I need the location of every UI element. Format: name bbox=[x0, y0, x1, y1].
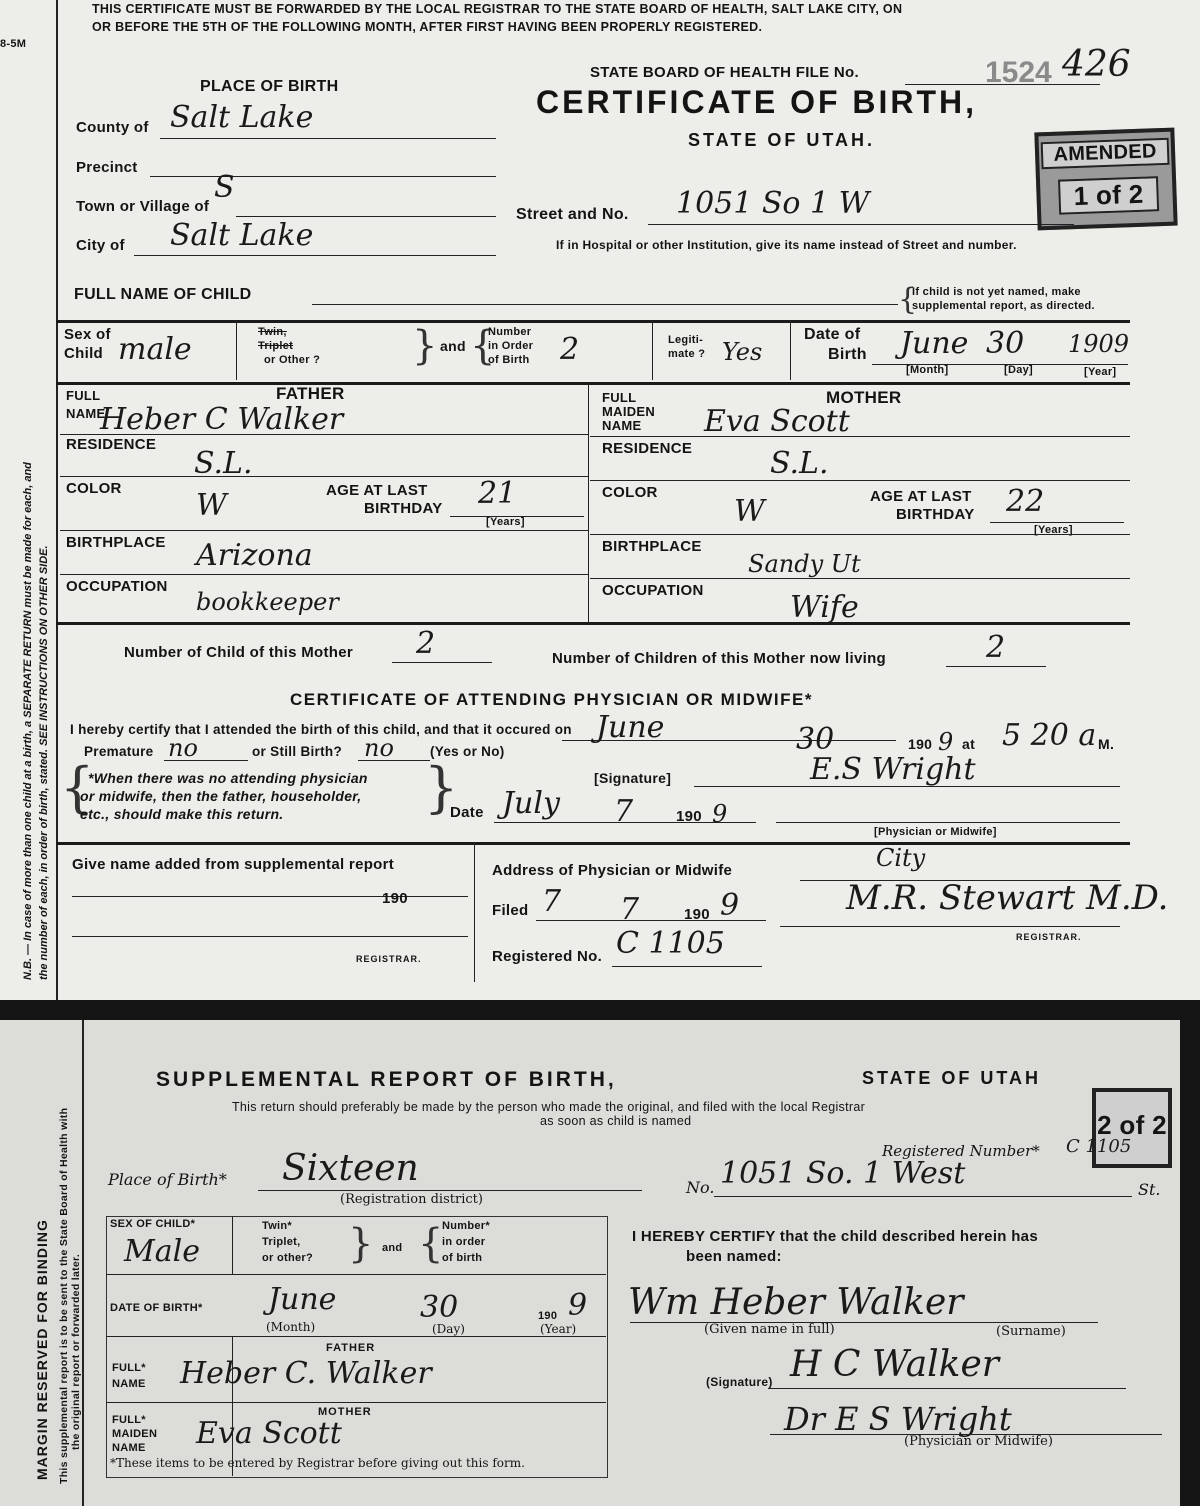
give-name-label: Give name added from supplemental report bbox=[72, 856, 395, 873]
supp-street-suffix: St. bbox=[1138, 1180, 1161, 1199]
legitimate-label-2: mate ? bbox=[668, 348, 706, 360]
physician-heading: CERTIFICATE OF ATTENDING PHYSICIAN OR MIDWIFE* bbox=[290, 690, 813, 709]
order-label-3: of Birth bbox=[488, 354, 530, 366]
supp-signature-label: (Signature) bbox=[706, 1375, 773, 1389]
county-value: Salt Lake bbox=[170, 100, 314, 135]
father-occupation-value: bookkeeper bbox=[196, 588, 339, 616]
supp-signature-value: H C Walker bbox=[790, 1344, 1000, 1385]
birth-certificate: 8-5M N.B. — In case of more than one child at a birth, a SEPARATE RETURN must be made for each, and the number of each, in order of birth, stated. SEE INSTRUCTIONS ON OTHER SIDE. THIS CERTIFICATE MUST BE FORWARDED BY THE LOCAL REGISTRAR TO THE STATE BOARD OF HEALTH, SALT LAKE CITY, ON OR BEFORE THE 5TH OF THE FOLLOWING MONTH, AFTER FIRST HAVING BEEN PROPERLY REGISTERED. STATE BOARD OF HEALTH FILE No. 1524 426 CERTIFICATE OF BIRTH, STATE OF UTAH. AMENDED 1 of 2 PLACE OF BIRTH County of Salt Lake Precinct Town or Village of S City of Salt Lake Street and No. 1051 So 1 W If in Hospital or other Institution, give its name instead of Street and number. FULL NAME OF CHILD { If child is not yet named, make supplemental report, as directed. Sex of Child male Twin, Triplet or Other ? } and { Number in Order of Birth 2 Legiti- mate ? Yes Date of Birth June 30 1909 [Month] [Day] [Year] FULL NAME FATHER Heber C Walker RESIDENCE S.L. COLOR W AGE AT LAST BIRTHDAY 21 [Years] BIRTHPLACE Arizona OCCUPATION bookkeeper FULL MAIDEN NAME MOTHER Eva Scott RESIDENCE S.L. COLOR W AGE AT LAST BIRTHDAY 22 [Years] BIRTHPLACE Sandy Ut OCCUPATION Wife Number of Child of this Mother 2 Number of Children of this Mother now living 2 CERTIFICATE OF ATTENDING PHYSICIAN OR MIDWIFE* I hereby certify that I attended the birth of this child, and that it occured on June 30 190 9 at 5 20 a M. Premature no or Still Birth? no (Yes or No) { *When there was no attending physician or midwife, then the father, householder, etc., should make this return. } [Signature] E.S Wright Date July 7 190 9 [Physician or Midwife] Give name added from supplemental report 190 REGISTRAR. Address of Physician or Midwife City Filed 7 7 190 9 M.R. Stewart M.D. REGISTRAR. Registered No. C 1105 bbox=[0, 0, 1200, 1000]
left-margin-line bbox=[56, 0, 58, 1000]
mother-residence-label: RESIDENCE bbox=[602, 440, 693, 457]
registered-number-value: C 1105 bbox=[616, 926, 725, 961]
supp-twin-label-3: or other? bbox=[262, 1252, 313, 1264]
precinct-label: Precinct bbox=[76, 159, 138, 176]
side-note-line-1: N.B. — In case of more than one child at a birth, a SEPARATE RETURN must be made for each, and bbox=[22, 462, 34, 980]
father-full-label: FULL bbox=[66, 388, 101, 403]
certify-statement: I hereby certify that I attended the birth of this child, and that it occured on bbox=[70, 722, 572, 737]
date-year-prefix: 190 bbox=[676, 808, 702, 825]
binding-margin-note-1: This supplemental report is to be sent to the State Board of Health with bbox=[58, 1107, 70, 1484]
supp-mother-heading: MOTHER bbox=[318, 1406, 372, 1418]
supp-month-label: (Month) bbox=[266, 1320, 316, 1334]
supp-mother-name-value: Eva Scott bbox=[196, 1416, 342, 1451]
mother-occupation-label: OCCUPATION bbox=[602, 582, 704, 599]
supp-and-label: and bbox=[382, 1242, 403, 1254]
date-month-value: July bbox=[502, 786, 560, 821]
number-of-child-label: Number of Child of this Mother bbox=[124, 644, 353, 661]
registrar-label: REGISTRAR. bbox=[1016, 932, 1082, 942]
father-name-label: NAME bbox=[66, 406, 106, 421]
certificate-title: CERTIFICATE OF BIRTH, bbox=[536, 84, 978, 120]
twin-label-3: or Other ? bbox=[264, 354, 321, 366]
birth-year-prefix: 190 bbox=[908, 736, 933, 752]
not-named-note-1: If child is not yet named, make bbox=[912, 286, 1081, 298]
file-number-printed: 1524 bbox=[985, 56, 1052, 89]
supp-mother-full-label: FULL* bbox=[112, 1414, 146, 1426]
supplemental-stamp-count: 2 of 2 bbox=[1097, 1110, 1167, 1140]
number-living-label: Number of Children of this Mother now living bbox=[552, 650, 887, 667]
and-label: and bbox=[440, 338, 466, 354]
supp-certify-line-2: been named: bbox=[686, 1248, 782, 1265]
certificate-subtitle: STATE OF UTAH. bbox=[688, 130, 875, 150]
form-code: 8-5M bbox=[0, 38, 27, 50]
address-value: City bbox=[876, 844, 926, 872]
file-number-label: STATE BOARD OF HEALTH FILE No. bbox=[590, 64, 859, 81]
supp-footnote: *These items to be entered by Registrar before giving out this form. bbox=[110, 1456, 525, 1470]
order-label-1: Number bbox=[488, 326, 532, 338]
file-number-written: 426 bbox=[1062, 44, 1131, 85]
mother-residence-value: S.L. bbox=[770, 446, 829, 481]
supp-sex-label: SEX OF CHILD* bbox=[110, 1218, 196, 1230]
full-name-label: FULL NAME OF CHILD bbox=[74, 286, 252, 303]
supp-father-name-value: Heber C. Walker bbox=[180, 1356, 432, 1391]
signature-label: [Signature] bbox=[594, 770, 672, 786]
father-occupation-label: OCCUPATION bbox=[66, 578, 168, 595]
supp-place-of-birth-label: Place of Birth* bbox=[108, 1170, 227, 1189]
mother-color-label: COLOR bbox=[602, 484, 658, 501]
filed-year-prefix: 190 bbox=[684, 906, 710, 923]
father-birthplace-value: Arizona bbox=[196, 538, 313, 573]
supp-given-name-label: (Given name in full) bbox=[704, 1322, 835, 1337]
when-note-2: or midwife, then the father, householder, bbox=[80, 788, 362, 804]
city-value: Salt Lake bbox=[170, 218, 314, 253]
supp-dob-year-prefix: 190 bbox=[538, 1310, 558, 1322]
supp-child-name-value: Wm Heber Walker bbox=[628, 1282, 964, 1323]
supp-dob-label: DATE OF BIRTH* bbox=[110, 1302, 203, 1314]
father-age-label-1: AGE AT LAST bbox=[326, 482, 428, 499]
number-living-value: 2 bbox=[986, 630, 1006, 665]
legitimate-value: Yes bbox=[722, 338, 763, 366]
mother-years-label: [Years] bbox=[1034, 524, 1073, 536]
birth-time-value: 5 20 a bbox=[1002, 718, 1097, 753]
month-label: [Month] bbox=[906, 364, 949, 376]
mother-maiden-label: MAIDEN bbox=[602, 404, 656, 419]
mother-color-value: W bbox=[734, 494, 765, 529]
yes-or-no-label: (Yes or No) bbox=[430, 744, 505, 759]
place-of-birth-label: PLACE OF BIRTH bbox=[200, 78, 339, 95]
supplemental-subtitle-1: This return should preferably be made by the person who made the original, and filed with the local Registrar bbox=[232, 1100, 866, 1114]
county-label: County of bbox=[76, 119, 149, 136]
day-label: [Day] bbox=[1004, 364, 1034, 376]
hospital-note: If in Hospital or other Institution, give its name instead of Street and number. bbox=[556, 238, 1017, 252]
binding-margin-label: MARGIN RESERVED FOR BINDING bbox=[34, 1219, 50, 1480]
city-label: City of bbox=[76, 237, 125, 254]
premature-label: Premature bbox=[84, 744, 154, 759]
mother-occupation-value: Wife bbox=[790, 590, 859, 625]
mother-name-value: Eva Scott bbox=[704, 404, 850, 439]
mother-age-label-1: AGE AT LAST bbox=[870, 488, 972, 505]
dob-day-value: 30 bbox=[986, 326, 1025, 361]
supplemental-report: MARGIN RESERVED FOR BINDING This supplemental report is to be sent to the State Board of Health with the original report or forwarded later. SUPPLEMENTAL REPORT OF BIRTH, STATE OF UTAH This return should preferably be made by the person who made the original, and filed with the local Registrar as soon as child is named 2 of 2 Registered Number* C 1105 Place of Birth* Sixteen (Registration district) No. 1051 So. 1 West St. SEX OF CHILD* Male Twin* Triplet, or other? } and { Number* in order of birth DATE OF BIRTH* June 30 190 9 (Month) (Day) (Year) FATHER FULL* NAME Heber C. Walker MOTHER FULL* MAIDEN NAME Eva Scott *These items to be entered by Registrar before giving out this form. I HEREBY CERTIFY that the child described herein has been named: Wm Heber Walker (Given name in full) (Surname) (Signature) H C Walker Dr E S Wright (Physician or Midwife) bbox=[0, 1020, 1180, 1506]
father-age-label-2: BIRTHDAY bbox=[364, 500, 443, 517]
father-color-value: W bbox=[196, 488, 227, 523]
supp-order-label-1: Number* bbox=[442, 1220, 490, 1232]
top-notice-line-2: OR BEFORE THE 5TH OF THE FOLLOWING MONTH, AFTER FIRST HAVING BEEN PROPERLY REGISTERED. bbox=[92, 20, 763, 34]
supp-certify-line-1: I HEREBY CERTIFY that the child described herein has bbox=[632, 1228, 1038, 1245]
filed-day-value: 7 bbox=[620, 892, 640, 927]
supp-day-label: (Day) bbox=[432, 1322, 465, 1336]
twin-label-1: Twin, bbox=[258, 326, 287, 338]
supp-registered-number-label: Registered Number* bbox=[882, 1142, 1040, 1160]
registered-number-label: Registered No. bbox=[492, 948, 603, 965]
date-year-value: 9 bbox=[712, 800, 728, 828]
give-name-registrar-label: REGISTRAR. bbox=[356, 954, 422, 964]
give-name-year: 190 bbox=[382, 890, 408, 907]
still-birth-label: or Still Birth? bbox=[252, 744, 342, 759]
supp-mother-maiden-label: MAIDEN bbox=[112, 1428, 158, 1440]
father-age-value: 21 bbox=[478, 476, 517, 511]
supp-street-value: 1051 So. 1 West bbox=[720, 1156, 966, 1191]
filed-month-value: 7 bbox=[542, 884, 562, 919]
side-note-line-2: the number of each, in order of birth, stated. SEE INSTRUCTIONS ON OTHER SIDE. bbox=[38, 545, 50, 980]
date-of-birth-label-1: Date of bbox=[804, 326, 861, 343]
date-label: Date bbox=[450, 804, 484, 821]
supp-physician-label: (Physician or Midwife) bbox=[904, 1434, 1053, 1449]
physician-or-midwife-label: [Physician or Midwife] bbox=[874, 826, 997, 838]
supp-mother-name-label: NAME bbox=[112, 1442, 146, 1454]
filed-year-value: 9 bbox=[720, 888, 740, 923]
binding-margin-note-2: the original report or forwarded later. bbox=[70, 1253, 82, 1450]
father-years-label: [Years] bbox=[486, 516, 525, 528]
supp-year-label: (Year) bbox=[540, 1322, 577, 1336]
mother-birthplace-label: BIRTHPLACE bbox=[602, 538, 702, 555]
supp-place-of-birth-value: Sixteen bbox=[282, 1148, 419, 1189]
supp-dob-month-value: June bbox=[268, 1282, 337, 1317]
sex-label-1: Sex of bbox=[64, 326, 111, 343]
supp-twin-label-2: Triplet, bbox=[262, 1236, 301, 1248]
amended-stamp bbox=[1034, 128, 1177, 231]
signature-value: E.S Wright bbox=[810, 752, 976, 787]
supp-number-label: No. bbox=[686, 1178, 715, 1197]
mother-age-label-2: BIRTHDAY bbox=[896, 506, 975, 523]
street-label: Street and No. bbox=[516, 206, 629, 223]
supp-father-name-label: NAME bbox=[112, 1378, 146, 1390]
dob-year-value: 1909 bbox=[1068, 330, 1130, 358]
supp-surname-label: (Surname) bbox=[996, 1324, 1066, 1339]
when-note-1: *When there was no attending physician bbox=[88, 770, 368, 786]
supp-order-label-2: in order bbox=[442, 1236, 486, 1248]
mother-age-value: 22 bbox=[1006, 484, 1045, 519]
when-note-3: etc., should make this return. bbox=[80, 806, 284, 822]
mother-name-label: NAME bbox=[602, 418, 642, 433]
still-birth-value: no bbox=[364, 734, 394, 762]
supp-order-label-3: of birth bbox=[442, 1252, 483, 1264]
father-residence-label: RESIDENCE bbox=[66, 436, 157, 453]
birth-day-written: 30 bbox=[796, 722, 835, 757]
legitimate-label-1: Legiti- bbox=[668, 334, 704, 346]
town-label: Town or Village of bbox=[76, 198, 210, 215]
filed-label: Filed bbox=[492, 902, 529, 919]
sex-value: male bbox=[118, 332, 192, 367]
father-birthplace-label: BIRTHPLACE bbox=[66, 534, 166, 551]
supp-twin-label-1: Twin* bbox=[262, 1220, 293, 1232]
supp-registered-number-value: C 1105 bbox=[1066, 1136, 1132, 1157]
twin-label-2: Triplet bbox=[258, 340, 294, 352]
father-heading: FATHER bbox=[276, 384, 345, 403]
order-label-2: in Order bbox=[488, 340, 534, 352]
mother-heading: MOTHER bbox=[826, 388, 902, 407]
supp-father-full-label: FULL* bbox=[112, 1362, 146, 1374]
mother-birthplace-value: Sandy Ut bbox=[748, 550, 861, 578]
supp-physician-signature: Dr E S Wright bbox=[784, 1400, 1012, 1438]
year-label: [Year] bbox=[1084, 366, 1117, 378]
street-value: 1051 So 1 W bbox=[676, 186, 870, 221]
registrar-signature: M.R. Stewart M.D. bbox=[846, 878, 1169, 918]
supp-father-heading: FATHER bbox=[326, 1342, 376, 1354]
at-label: at bbox=[962, 736, 976, 752]
premature-value: no bbox=[168, 734, 198, 762]
father-name-value: Heber C Walker bbox=[100, 402, 344, 437]
am-pm-label: M. bbox=[1098, 736, 1115, 752]
father-residence-value: S.L. bbox=[194, 446, 253, 481]
order-value: 2 bbox=[560, 332, 580, 367]
birth-month-written: June bbox=[596, 710, 665, 745]
date-day-value: 7 bbox=[614, 794, 634, 829]
amended-stamp-label: AMENDED bbox=[1041, 138, 1170, 169]
date-of-birth-label-2: Birth bbox=[828, 346, 867, 363]
dob-month-value: June bbox=[900, 326, 969, 361]
number-of-child-value: 2 bbox=[416, 626, 436, 661]
sex-label-2: Child bbox=[64, 345, 103, 362]
supplemental-title: SUPPLEMENTAL REPORT OF BIRTH, bbox=[156, 1068, 617, 1091]
birth-year-written: 9 bbox=[938, 728, 954, 756]
mother-full-label: FULL bbox=[602, 390, 637, 405]
top-notice-line-1: THIS CERTIFICATE MUST BE FORWARDED BY THE LOCAL REGISTRAR TO THE STATE BOARD OF HEALTH, SALT LAKE CITY, ON bbox=[92, 2, 903, 16]
town-value: S bbox=[214, 170, 235, 205]
supplemental-subtitle-2: as soon as child is named bbox=[540, 1114, 692, 1128]
not-named-note-2: supplemental report, as directed. bbox=[912, 300, 1095, 312]
father-color-label: COLOR bbox=[66, 480, 122, 497]
amended-stamp-count: 1 of 2 bbox=[1058, 176, 1159, 214]
address-label: Address of Physician or Midwife bbox=[492, 862, 733, 879]
supp-dob-year-value: 9 bbox=[568, 1288, 588, 1323]
supp-registration-district: (Registration district) bbox=[340, 1192, 483, 1207]
supplemental-state: STATE OF UTAH bbox=[862, 1068, 1041, 1088]
supp-sex-value: Male bbox=[124, 1234, 200, 1269]
supp-dob-day-value: 30 bbox=[420, 1290, 459, 1325]
